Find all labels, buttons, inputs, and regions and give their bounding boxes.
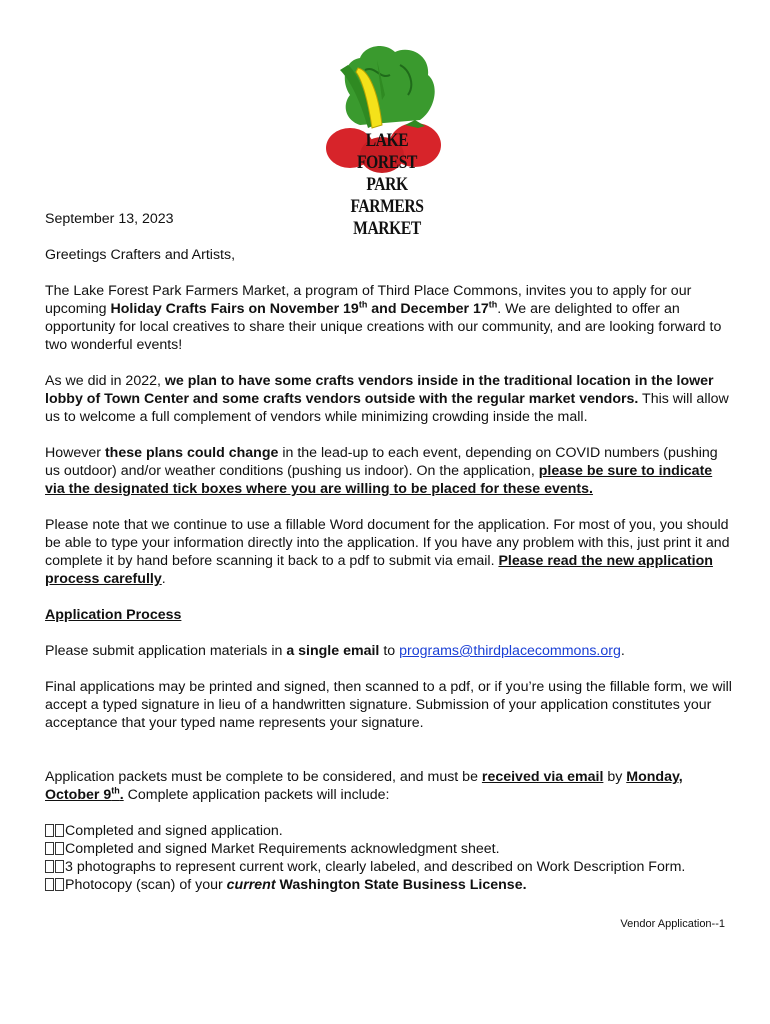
checkbox-icon bbox=[55, 878, 64, 891]
paragraph-covid: However these plans could change in the lead-up to each event, depending on COVID numbers (pushing us outdoor) and/or weather conditions (pushing us indoor). On the application, please be sure to indicate via the designated tick boxes where you are willing to be placed for these events. bbox=[45, 445, 718, 497]
paragraph-signature: Final applications may be printed and signed, then scanned to a pdf, or if you’re using the fillable form, we will accept a typed signature in lieu of a handwritten signature. Submission of your application constitutes your acceptance that your typed name represents your signature. bbox=[45, 679, 732, 731]
checkbox-icon bbox=[45, 842, 54, 855]
list-item: Photocopy (scan) of your current Washington State Business License. bbox=[45, 876, 735, 894]
checkbox-icon bbox=[55, 860, 64, 873]
list-item: Completed and signed Market Requirements acknowledgment sheet. bbox=[45, 840, 735, 858]
greeting: Greetings Crafters and Artists, bbox=[45, 247, 236, 263]
list-item: 3 photographs to represent current work, clearly labeled, and described on Work Description Form. bbox=[45, 858, 735, 876]
checkbox-icon bbox=[55, 842, 64, 855]
paragraph-intro: The Lake Forest Park Farmers Market, a program of Third Place Commons, invites you to apply for our upcoming Holiday Crafts Fairs on November 19th and December 17th. We are delighted to offer an opportunity for local creatives to share their unique creations with our community, and are looking forward to two wonderful events! bbox=[45, 283, 722, 353]
checkbox-icon bbox=[45, 878, 54, 891]
list-item: Completed and signed application. bbox=[45, 822, 735, 840]
checkbox-icon bbox=[45, 824, 54, 837]
page-footer: Vendor Application--1 bbox=[620, 918, 725, 930]
paragraph-deadline: Application packets must be complete to be considered, and must be received via email by Monday, October 9th. Complete application packets will include: bbox=[45, 769, 683, 803]
email-link[interactable]: programs@thirdplacecommons.org bbox=[399, 643, 621, 659]
checkbox-icon bbox=[45, 860, 54, 873]
paragraph-locations: As we did in 2022, we plan to have some crafts vendors inside in the traditional location in the lower lobby of Town Center and some crafts vendors outside with the regular market vendors. This will allow us to welcome a full complement of vendors while minimizing crowding inside the mall. bbox=[45, 373, 729, 425]
logo-line-2: FARMERS MARKET bbox=[350, 196, 424, 239]
letter-date: September 13, 2023 bbox=[45, 211, 174, 227]
paragraph-submit: Please submit application materials in a single email to programs@thirdplacecommons.org. bbox=[45, 643, 625, 659]
checkbox-icon bbox=[55, 824, 64, 837]
paragraph-fillable: Please note that we continue to use a fillable Word document for the application. For most of you, you should be able to type your information directly into the application. If you have any problem with this, just print it and complete it by hand before scanning it back to a pdf to submit via email. Please read the new application process carefully. bbox=[45, 517, 730, 587]
section-heading: Application Process bbox=[45, 607, 182, 623]
letter-body bbox=[45, 210, 735, 894]
logo-line-1: LAKE FOREST PARK bbox=[357, 130, 417, 195]
